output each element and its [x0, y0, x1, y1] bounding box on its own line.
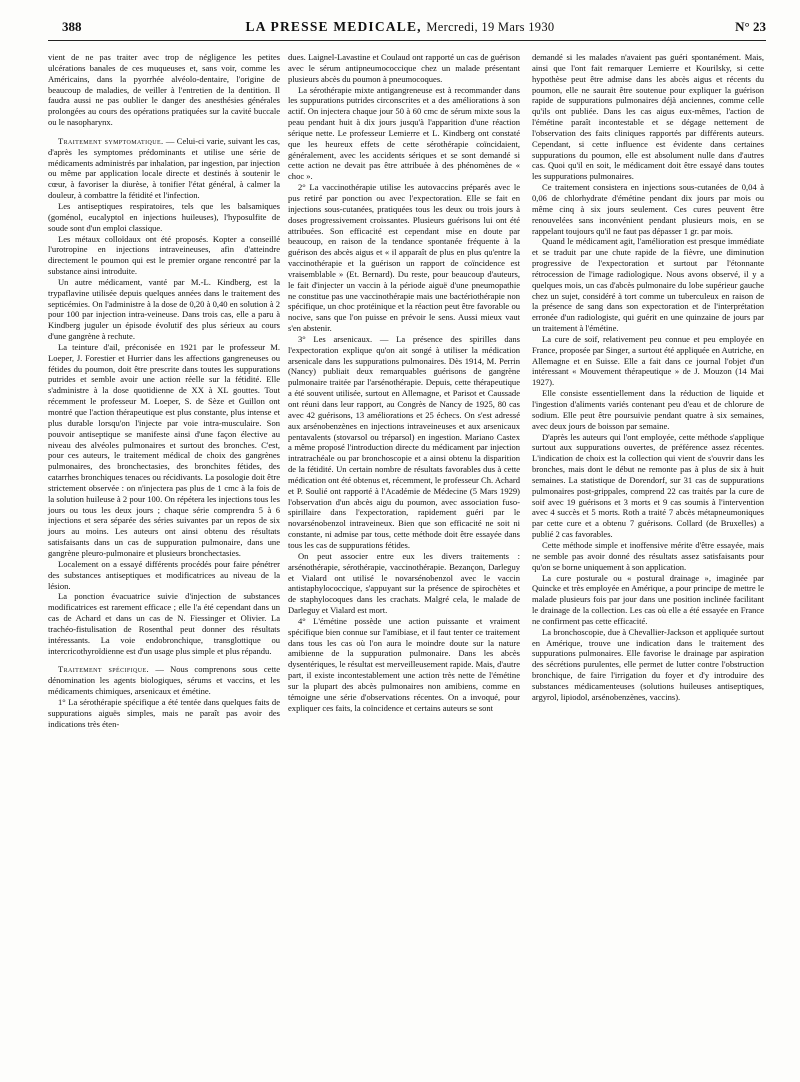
paragraph: [532, 182, 764, 236]
text-column-3: [532, 52, 764, 703]
paragraph: [48, 277, 280, 342]
paragraph-text: 3° Les arsenicaux. — La présence des spirilles dans l'expectoration explique qu'on ait songé à utiliser la médication arsenicale dans les suppurations pulmonaires. Dès 1914, M. Perrin (Nancy) publiait deux remarquables guérisons de gangrène pulmonaire traitée par l'arsénothérapie. Depuis, cette thérapeutique a été souvent utilisée, surtout en Allemagne, et Parisot et Caussade ont réuni dans leur rapport, au Congrès de Nancy de 1925, 80 cas avec 42 guérisons, 13 améliorations et 25 échecs. On s'est adressé aux arsénobenzènes en injections intraveineuses et aux arsenicaux pentavalents (stovarsol ou tréparsol) en ingestion. Mariano Castex a même proposé l'introduction directe du médicament par injection intratrachéale ou par bronchoscopie et a ainsi obtenu la disparition de la fétidité. Un certain nombre de résultats favorables dus à cette médication ont été obtenus et, récemment, le professeur Ch. Achard et P. Soulié ont rapporté à l'Académie de Médecine (5 Mars 1929) l'observation d'un abcès aigu du poumon, avec association fuso-spirillaire dans l'expectoration, rapidement guéri par le novarsénobenzol intraveineux. Bien que son efficacité ne soit ni constante, ni admise par tous, cette méthode doit être essayée dans tous les cas de suppurations fétides.: [288, 333, 520, 550]
paragraph-text: La cure posturale ou « postural drainage », imaginée par Quincke et très employée en Amérique, a pour principe de mettre le malade plusieurs fois par jour dans une position inclinée facilitant le drainage de la collection. Les cas où elle a été essayée en France ne confirment pas cette efficacité.: [532, 572, 764, 626]
paragraph-text: 2° La vaccinothérapie utilise les autovaccins préparés avec le pus retiré par ponction ou avec l'expectoration. Elle se fait en injections sous-cutanées, pratiquées tous les deux ou trois jours à doses progressivement croissantes. Plusieurs guérisons lui ont été attribuées. Son efficacité est cependant mise en doute par beaucoup, en raison de la tendance spontanée fréquente à la guérison des abcès aigus et « il apparaît de plus en plus qu'entre la vaccinothérapie et la guérison un rapport de coïncidence est vraisemblable » (Et. Bernard). Du reste, pour beaucoup d'auteurs, le fait d'injecter un vaccin à la période aiguë d'une pneumopathie ne constitue pas une vaccinothérapie mais une bactériothérapie non spécifique, un choc protéinique et la réaction peut être favorable ou nocive, sans que l'on puisse en prévoir le sens. Aussi mieux vaut s'en abstenir.: [288, 182, 520, 334]
page-number: 388: [62, 19, 82, 34]
paragraph: [532, 540, 764, 573]
header-rule: [48, 40, 766, 41]
paragraph-text: demandé si les malades n'avaient pas guéri spontanément. Mais, ainsi que l'ont fait remarquer Lemierre et Kourilsky, si cette hypothèse peut être admise dans les abcès aigus et récents du poumon, elle ne saurait être soutenue pour expliquer la guérison rapide de suppurations pulmonaires déjà anciennes, comme celle qu'ils ont publiée. Dans les cas aigus eux-mêmes, l'action de l'émétine paraît incontestable et se dégage nettement de l'observation des faits cliniques rapportés par différents auteurs. Cependant, si cette influence est évidente dans certaines suppurations du poumon, elle est absolument nulle dans d'autres cas. Quoi qu'il en soit, le médicament doit être essayé dans toutes les suppurations pulmonaires.: [532, 52, 764, 182]
section-heading: Traitement spécifique.: [58, 664, 150, 675]
text-column-1: [48, 52, 280, 729]
paragraph: [288, 85, 520, 183]
paragraph: [288, 334, 520, 551]
paragraph: [532, 573, 764, 627]
paragraph-text: — Nous comprenons sous cette dénomination les agents biologiques, sérums et vaccins, et les médicaments chimiques, arsenicaux et émétine.: [48, 664, 280, 697]
section-heading: Traitement symptomatique.: [58, 135, 164, 146]
paragraph: [48, 136, 280, 201]
paragraph-text: La bronchoscopie, due à Chevallier-Jackson et appliquée surtout en Amérique, trouve une indication dans le traitement des suppurations pulmonaires. Elle favorise le drainage par aspiration des sécrétions purulentes, elle permet de lutter contre l'obstruction bronchique, de faire l'irrigation du foyer et d'y introduire des substances médicamenteuses (solutions huileuses antiseptiques, argyrol, lipiodol, arsénobenzènes, vaccins).: [532, 626, 764, 702]
paragraph-text: La ponction évacuatrice suivie d'injection de substances modificatrices est rarement efficace ; elle l'a été cependant dans un cas de Achard et dans un cas de N. Fiessinger et Olivier. La trachéo-fistulisation de Rosenthal peut donner des résultats intéressants. La voie endobronchique, transglottique ou intercricothyroïdienne est d'un usage plus simple et plus répandu.: [48, 591, 280, 656]
paragraph-text: Elle consiste essentiellement dans la réduction de liquide et l'ingestion d'aliments variés contenant peu d'eau et de chlorure de sodium. Elle peut être poursuivie pendant quatre à six semaines, avec deux jours de boisson par semaine.: [532, 388, 764, 431]
paragraph-text: Cette méthode simple et inoffensive mérite d'être essayée, mais ne semble pas avoir donné des résultats assez satisfaisants pour qu'on se borne uniquement à son application.: [532, 539, 764, 572]
paragraph-text: dues. Laignel-Lavastine et Coulaud ont rapporté un cas de guérison avec le sérum antipneumococcique chez un malade présentant plusieurs abcès du poumon à pneumocoques.: [288, 52, 520, 84]
paragraph: [532, 388, 764, 431]
paragraph: [48, 234, 280, 277]
paragraph: [288, 616, 520, 714]
paragraph-text: 1° La sérothérapie spécifique a été tentée dans quelques faits de suppurations aiguës simples, mais ne paraît pas avoir des indications très éten-: [48, 696, 280, 729]
paragraph-text: Les métaux colloïdaux ont été proposés. Kopter a conseillé l'urotropine en injections intraveineuses, afin d'atteindre directement le poumon qui est le premier organe rencontré par la substance ainsi introduite.: [48, 233, 280, 277]
paragraph: [532, 236, 764, 334]
issue-number: N° 23: [735, 19, 766, 34]
paragraph: [48, 559, 280, 592]
paragraph: [48, 591, 280, 656]
paragraph: [48, 342, 280, 559]
paragraph: [288, 52, 520, 85]
paragraph: [48, 52, 280, 128]
paragraph-text: La cure de soif, relativement peu connue et peu employée en France, proposée par Singer, a surtout été appliquée en Autriche, en Allemagne et en Suisse. Elle a fait dans ce journal l'objet d'un intéressant « Mouvement thérapeutique » de J. Mouzon (14 Mai 1927).: [532, 333, 764, 388]
paragraph-text: Localement on a essayé différents procédés pour faire pénétrer des substances antiseptiques et modificatrices au niveau de la lésion.: [48, 558, 280, 591]
paragraph: [532, 627, 764, 703]
paragraph: [288, 551, 520, 616]
paragraph-text: La teinture d'ail, préconisée en 1921 par le professeur M. Loeper, J. Forestier et Hurrier dans les affections gangreneuses ou fétides du poumon, doit être prescrite dans toutes les suppurations putrides et semble avoir une action réelle sur la fétidité. Elle s'administre à la dose quotidienne de XX à XL gouttes. Tout récemment le professeur M. Loeper, S. de Sèze et Guillon ont montré que l'action thérapeutique est plus constante, plus intense et plus durable lorsqu'on l'injecte par voie intra-musculaire. Son pouvoir antiseptique se manifeste ainsi d'une façon élective au niveau des alvéoles pulmonaires et surtout des bronches. C'est, pour ces auteurs, le traitement médical de choix des gangrènes pulmonaires, des bronchectasies, des bronchites fétides, des catarrhes bronchiques tenaces ou récidivants. La posologie doit être strictement observée : on n'injectera pas plus de 1 cmc à la fois de la solution huileuse à 2 pour 100. On répétera les injections tous les jours ou tous les deux jours ; chaque série comprendra 5 à 6 injections et sera séparée des séries suivantes par un repos de six jours au moins. Les auteurs ont ainsi obtenu des résultats satisfaisants dans un cas de suppuration pulmonaire, dans une gangrène pleuro-pulmonaire et plusieurs bronchectasies.: [48, 341, 280, 558]
paragraph-text: On peut associer entre eux les divers traitements : arsénothérapie, sérothérapie, vaccinothérapie. Bezançon, Darleguy et Vialard ont utilisé le novarsénobenzol avec le vaccin antistaphylococcique, s'appuyant sur la présence de spirochètes et de staphylocoques dans les crachats. Malgré cela, le malade de Darleguy et Vialard est mort.: [288, 550, 520, 616]
paragraph-text: Ce traitement consistera en injections sous-cutanées de 0,04 à 0,06 de chlorhydrate d'émétine pendant dix jours par mois ou même cinq à six jours seulement. Ces cures peuvent être renouvelées sans inconvénient pendant plusieurs mois, en se rappelant toujours qu'il ne faut pas dépasser 1 gr. par mois.: [532, 182, 764, 236]
paragraph-text: Quand le médicament agit, l'amélioration est presque immédiate et se traduit par une chute rapide de la fièvre, une diminution progressive de l'expectoration et surtout par l'étonnante rétrocession de l'image radiologique. Nous avons observé, il y a quelques mois, un cas d'abcès pulmonaire du lobe supérieur gauche chez un sujet, considéré à tort comme un tuberculeux en raison de la présence de sang dans son expectoration et de l'interprétation erronée d'un radiologiste, qui guérit en une quinzaine de jours par un traitement à l'émétine.: [532, 236, 764, 334]
journal-name: LA PRESSE MEDICALE,: [245, 19, 422, 34]
paragraph-text: D'après les auteurs qui l'ont employée, cette méthode s'applique surtout aux suppurations ouvertes, de préférence assez récentes. L'indication de choix est la collection qui vient de s'ouvrir dans les bronches, mais dont le début ne remonte pas à plus de six à huit semaines. La statistique de Dorendorf, sur 31 cas de suppurations pulmonaires post-grippales, comprend 22 cas traités par la cure de soif avec 19 guérisons et 3 morts et 9 cas soumis à l'intervention avec 4 succès et 5 morts. Roth a traité 7 abcès métapneumoniques par cette cure et a obtenu 7 guérisons. Collard (de Bruxelles) a publié 2 cas favorables.: [532, 431, 764, 540]
paragraph: [532, 334, 764, 388]
paragraph-text: Les antiseptiques respiratoires, tels que les balsamiques (goménol, eucalyptol en injections huileuses), l'hyposulfite de soude sont d'un emploi classique.: [48, 200, 280, 233]
text-column-2: [288, 52, 520, 713]
issue-date: Mercredi, 19 Mars 1930: [426, 20, 555, 34]
paragraph: [48, 697, 280, 730]
paragraph-text: 4° L'émétine possède une action puissante et vraiment spécifique bien connue sur l'amibiase, et il faut tenter ce traitement dans tous les cas où l'on aura le moindre doute sur la nature amibienne de la suppuration pulmonaire. Dans les abcès dysentériques, le résultat est merveilleusement rapide. Mais, d'autre part, il existe incontestablement une action très nette de l'émétine sur la plupart des abcès pulmonaires non amibiens, comme en témoigne une série d'observations récentes. On a invoqué, pour expliquer ces faits, la coïncidence et certains auteurs se sont: [288, 615, 520, 713]
paragraph-text: La sérothérapie mixte antigangreneuse est à recommander dans les suppurations putrides circonscrites et a des améliorations à son actif. On injectera chaque jour 50 à 60 cmc de sérum mixte sous la peau pendant huit à dix jours jusqu'à l'apparition d'une réaction sérique nette. Le professeur Lemierre et L. Kindberg ont constaté que les heureux effets de cette sérothérapie coïncidaient, généralement, avec les accidents sériques et se sont demandé si cette action ne devait pas être attribuée à des phénomènes de « choc ».: [288, 84, 520, 182]
paragraph: [288, 182, 520, 334]
journal-title: [0, 19, 800, 35]
paragraph-text: Un autre médicament, vanté par M.-L. Kindberg, est la trypaflavine utilisée depuis quelques années dans le traitement des septicémies. On l'administre à la dose de 0,20 à 0,40 en solution à 2 pour 100 par injection intra-veineuse. Dans trois cas, elle a paru à Kindberg juguler un épisode évolutif des plus sérieux au cours d'une gangrène à rechute.: [48, 276, 280, 342]
paragraph: [48, 664, 280, 697]
paragraph-text: vient de ne pas traiter avec trop de négligence les petites ulcérations banales de ces muqueuses et, sans voir, comme les Américains, dans la pyorrhée alvéolo-dentaire, l'origine de beaucoup de maladies, de veiller à l'entretien de la dentition. Il faudra aussi ne pas oublier le danger des anesthésies générales prolongées au cours des opérations pratiquées sur la cavité buccale ou le nasopharynx.: [48, 52, 280, 128]
paragraph: [532, 432, 764, 540]
page-header: [0, 0, 800, 56]
paragraph-text: — Celui-ci varie, suivant les cas, d'après les symptomes prédominants et utilise une série de médicaments administrés par inhalation, par ingestion, par injection ou même par application locale directe et destinés à soutenir le cœur, à favoriser la diurèse, à tonifier l'état général, à calmer la douleur, à combattre la fétidité et l'infection.: [48, 135, 280, 201]
paragraph: [532, 52, 764, 182]
paragraph: [48, 201, 280, 234]
